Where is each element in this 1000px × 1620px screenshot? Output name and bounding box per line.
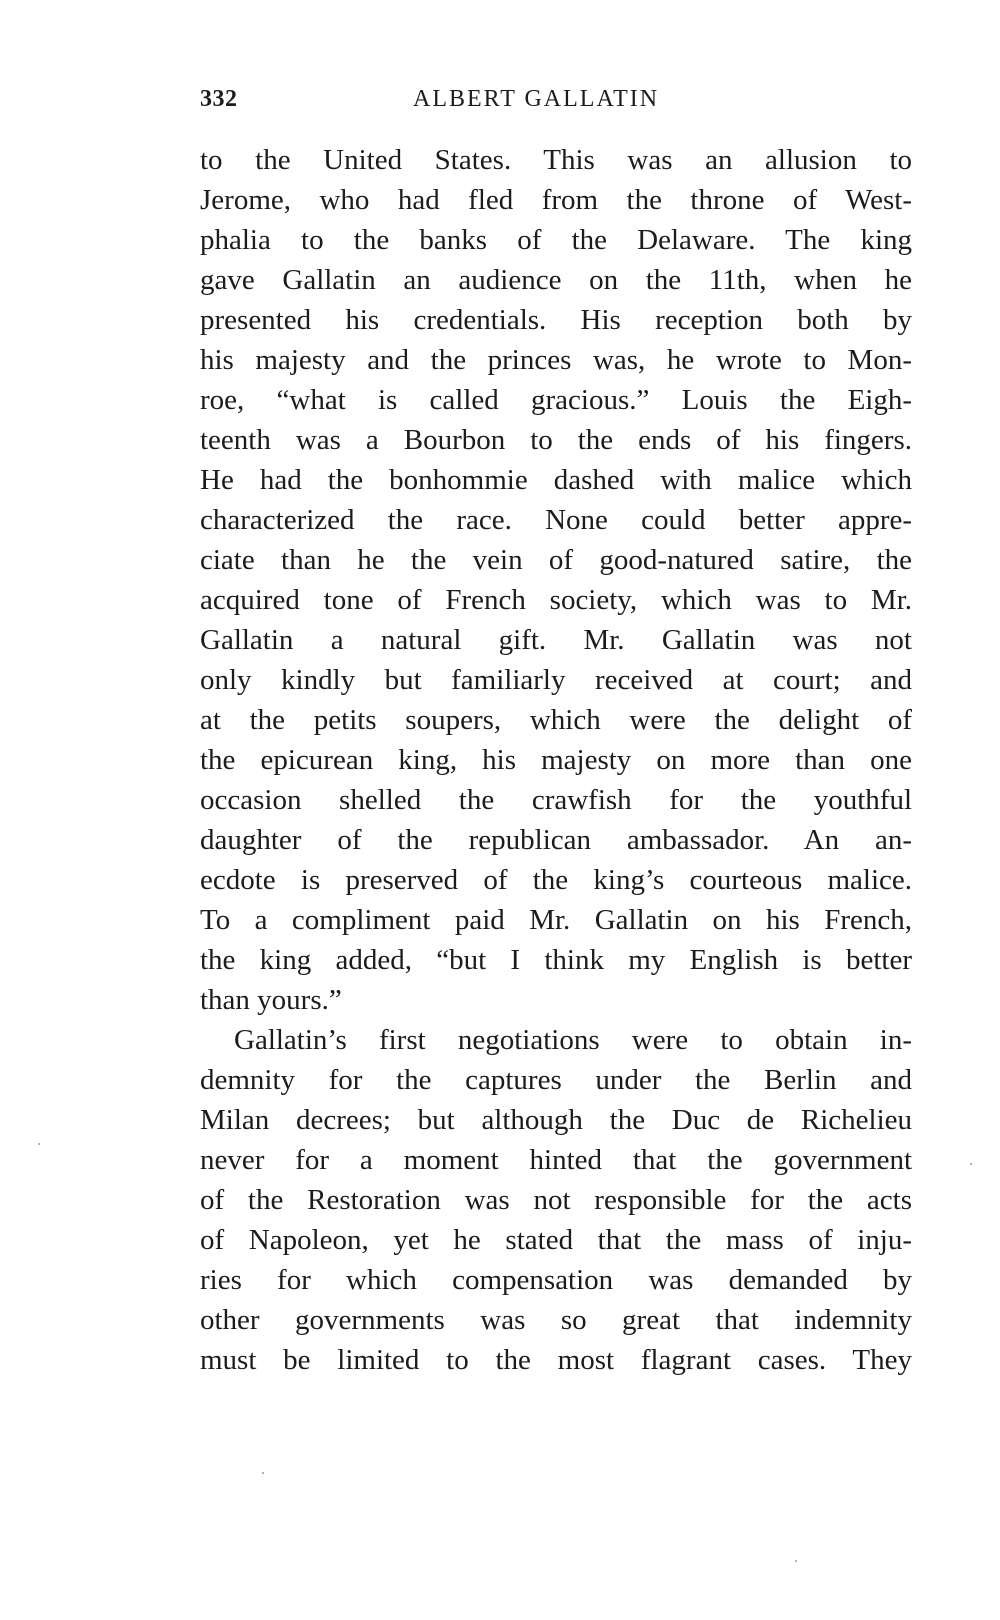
text-line: his majesty and the princes was, he wrote to Mon- — [200, 344, 912, 376]
text-line: teenth was a Bourbon to the ends of his fingers. — [200, 424, 912, 456]
scan-speck — [262, 1472, 264, 1474]
text-line: of the Restoration was not responsible for the acts — [200, 1184, 912, 1216]
text-line: must be limited to the most flagrant cases. They — [200, 1344, 912, 1376]
scan-speck — [970, 1163, 972, 1165]
text-line: only kindly but familiarly received at court; and — [200, 664, 912, 696]
text-line: He had the bonhommie dashed with malice which — [200, 464, 912, 496]
text-line: phalia to the banks of the Delaware. The king — [200, 224, 912, 256]
text-line: to the United States. This was an allusion to — [200, 144, 912, 176]
text-line: the king added, “but I think my English is better — [200, 944, 912, 976]
text-line: acquired tone of French society, which was to Mr. — [200, 584, 912, 616]
text-line: than yours.” — [200, 984, 342, 1016]
text-line: characterized the race. None could better appre- — [200, 504, 912, 536]
text-line: at the petits soupers, which were the delight of — [200, 704, 912, 736]
page-number: 332 — [200, 86, 238, 112]
text-line: ciate than he the vein of good-natured satire, the — [200, 544, 912, 576]
text-line: Jerome, who had fled from the throne of West- — [200, 184, 912, 216]
text-line: ries for which compensation was demanded by — [200, 1264, 912, 1296]
text-line: demnity for the captures under the Berlin and — [200, 1064, 912, 1096]
text-line: Milan decrees; but although the Duc de Richelieu — [200, 1104, 912, 1136]
text-line: ecdote is preserved of the king’s courteous malice. — [200, 864, 912, 896]
body-text — [200, 140, 912, 1380]
scan-speck — [795, 1560, 797, 1562]
text-line: presented his credentials. His reception both by — [200, 304, 912, 336]
text-line: To a compliment paid Mr. Gallatin on his French, — [200, 904, 912, 936]
text-line: daughter of the republican ambassador. An an- — [200, 824, 912, 856]
text-line: the epicurean king, his majesty on more than one — [200, 744, 912, 776]
text-line: other governments was so great that indemnity — [200, 1304, 912, 1336]
running-head — [200, 86, 908, 122]
text-line: occasion shelled the crawfish for the youthful — [200, 784, 912, 816]
scan-speck — [38, 1143, 40, 1145]
text-line: Gallatin’s first negotiations were to obtain in- — [234, 1024, 912, 1056]
text-line: never for a moment hinted that the government — [200, 1144, 912, 1176]
text-line: of Napoleon, yet he stated that the mass of inju- — [200, 1224, 912, 1256]
text-line: roe, “what is called gracious.” Louis the Eigh- — [200, 384, 912, 416]
text-line: gave Gallatin an audience on the 11th, when he — [200, 264, 912, 296]
running-title: ALBERT GALLATIN — [413, 86, 660, 112]
text-line: Gallatin a natural gift. Mr. Gallatin was not — [200, 624, 912, 656]
